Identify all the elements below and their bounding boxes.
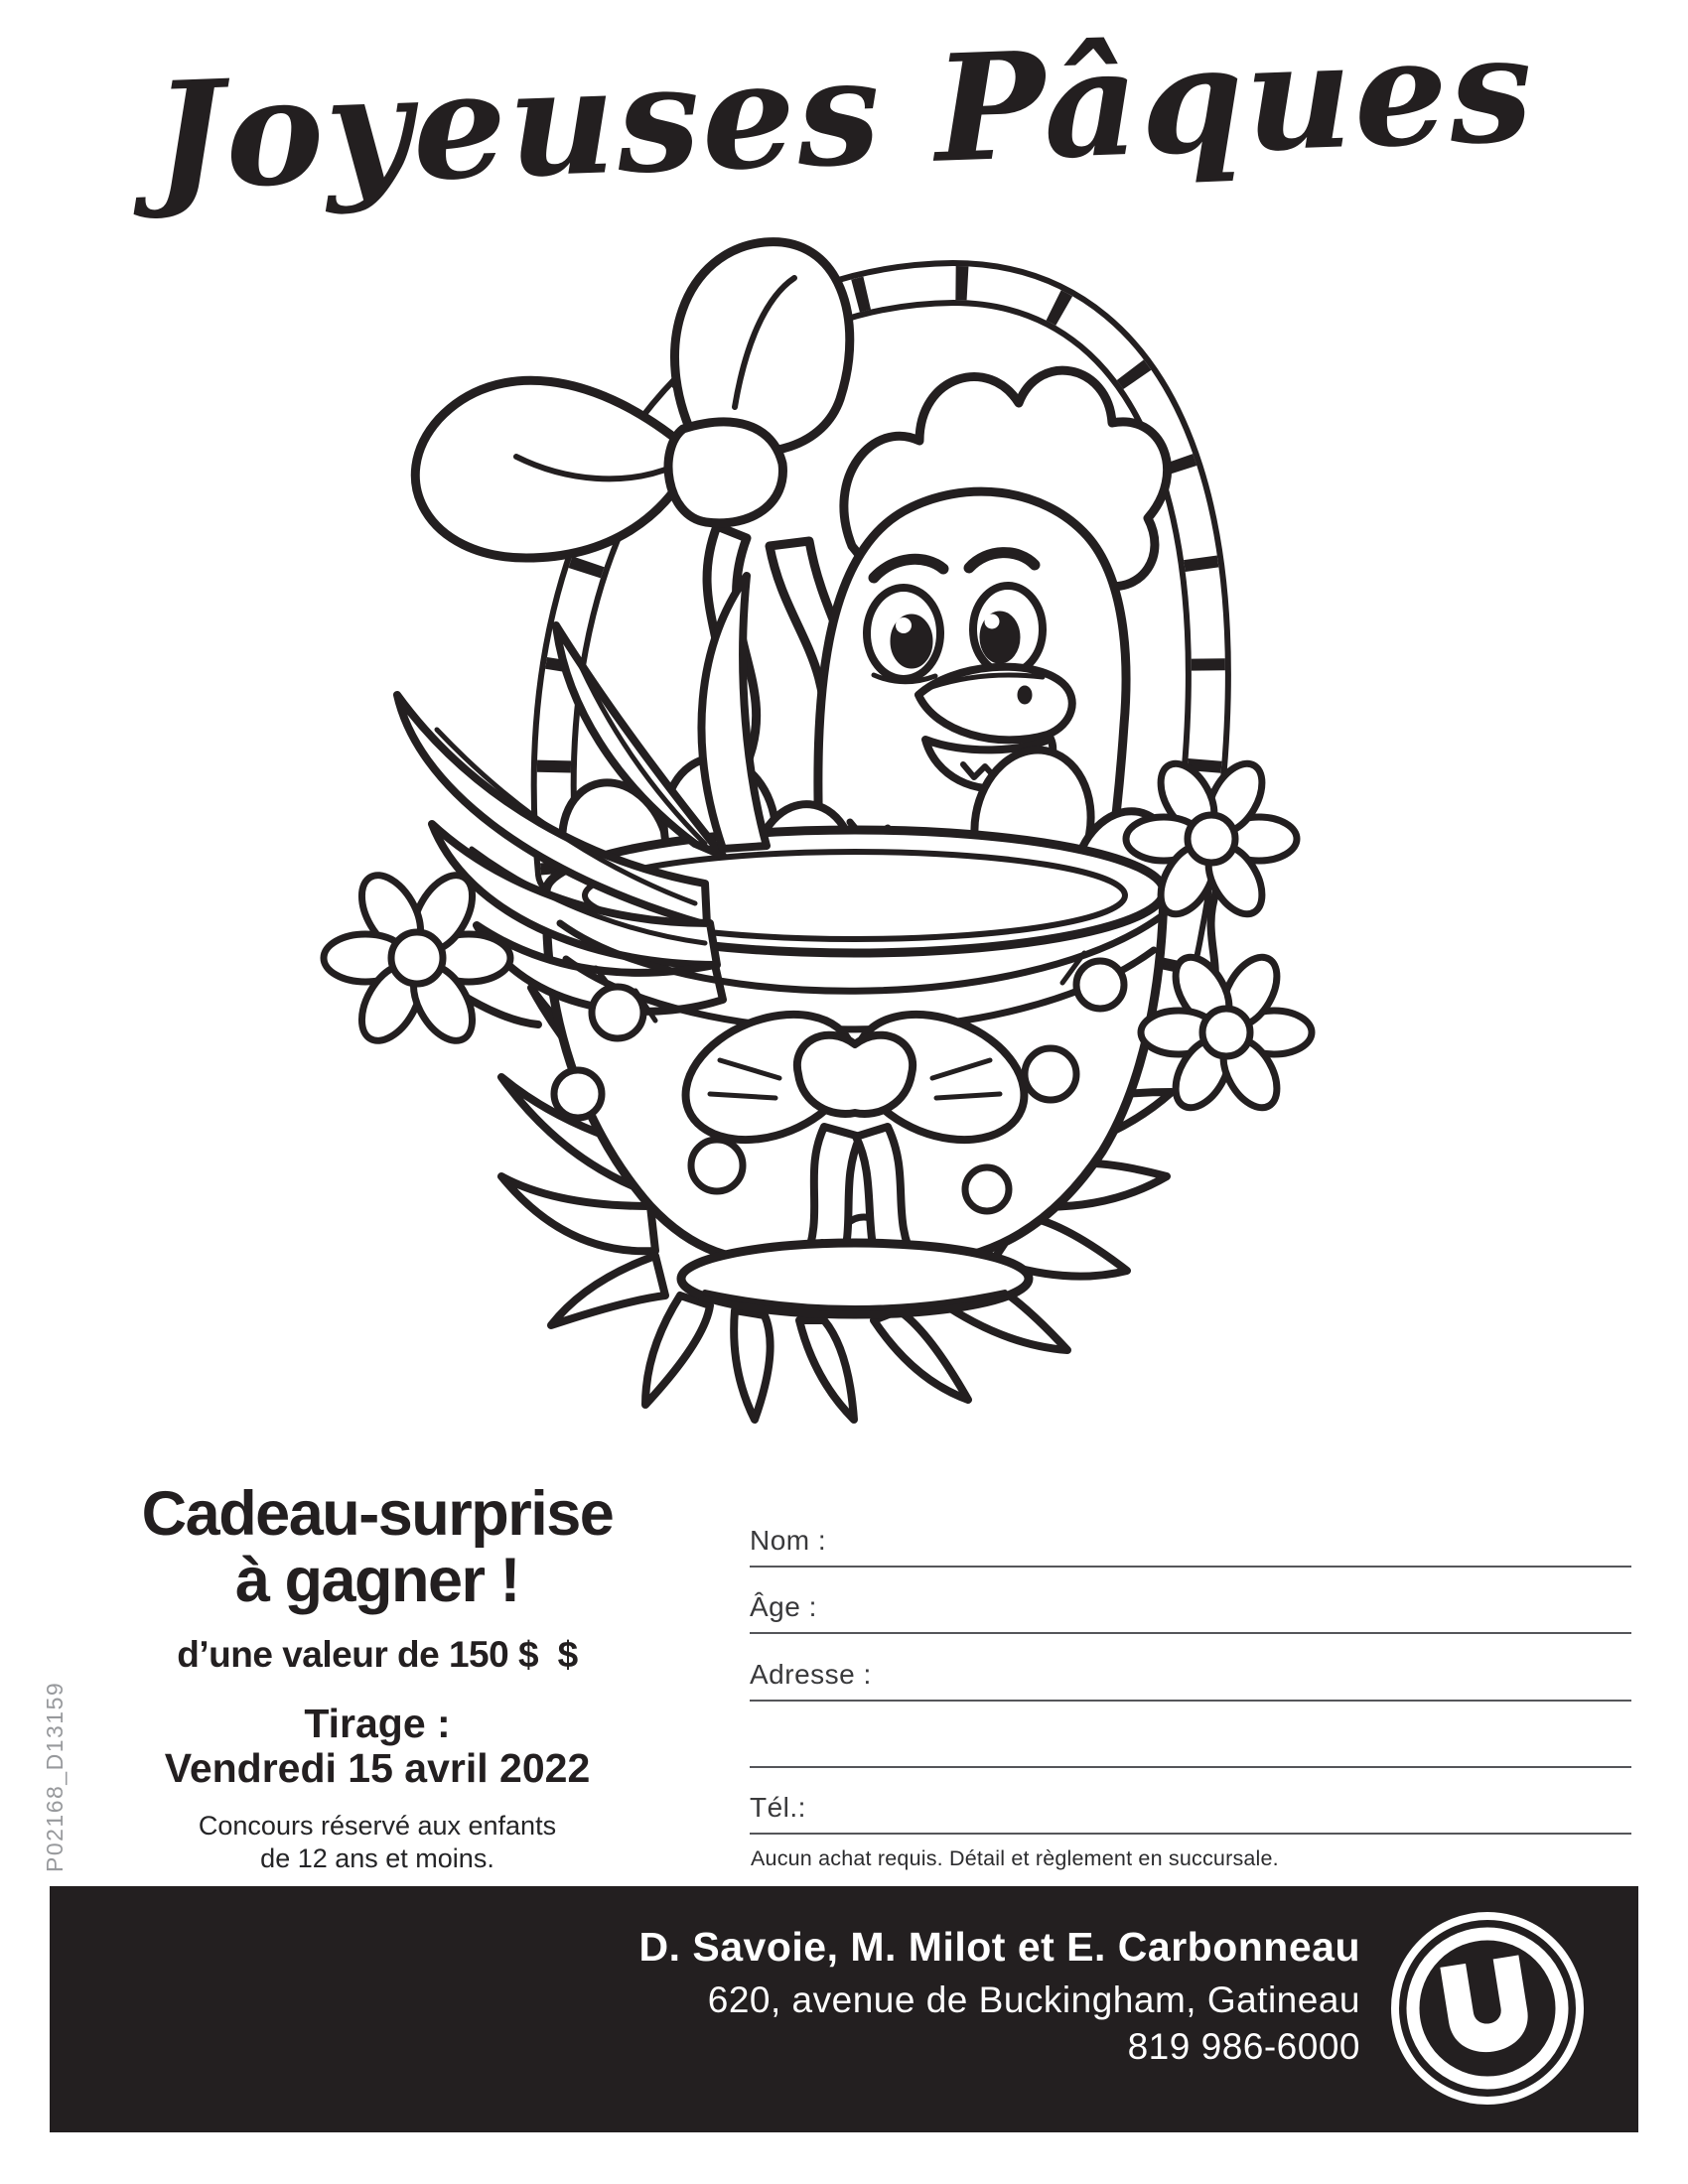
form-field-age [750,1582,1631,1634]
draw-label: Tirage : [304,1700,451,1746]
form-field-adresse [750,1650,1631,1702]
eligibility-line1: Concours réservé aux enfants [198,1811,557,1842]
promo-block [95,1481,659,1875]
field-label-age: Âge : [750,1591,817,1622]
form-field-adresse-line2 [750,1716,1631,1768]
field-label-adresse: Adresse : [750,1659,872,1690]
promo-headline-line1: Cadeau-surprise [141,1479,614,1549]
print-job-code: P02168_D13159 [42,1681,68,1872]
form-field-nom [750,1516,1631,1568]
uniprix-u-logo-icon [1388,1909,1587,2108]
contest-disclaimer: Aucun achat requis. Détail et règlement en succursale. [751,1846,1279,1870]
footer-text [639,1924,1361,2068]
field-label-nom: Nom : [750,1525,827,1556]
draw-date: Vendredi 15 avril 2022 [164,1745,591,1792]
prize-value: d’une valeur de 150 $ $ [177,1633,578,1675]
store-phone: 819 986-6000 [1127,2026,1360,2067]
field-label-tel: Tél.: [750,1792,806,1823]
form-field-tel [750,1783,1631,1835]
page-title: Joyeuses Pâques [151,1,1537,223]
easter-chick-basket-illustration [268,228,1321,1459]
eligibility-line2: de 12 ans et moins. [260,1843,494,1874]
store-address: 620, avenue de Buckingham, Gatineau [707,1979,1360,2020]
promo-headline-line2: à gagner ! [234,1545,520,1615]
store-owners: D. Savoie, M. Milot et E. Carbonneau [638,1924,1360,1970]
